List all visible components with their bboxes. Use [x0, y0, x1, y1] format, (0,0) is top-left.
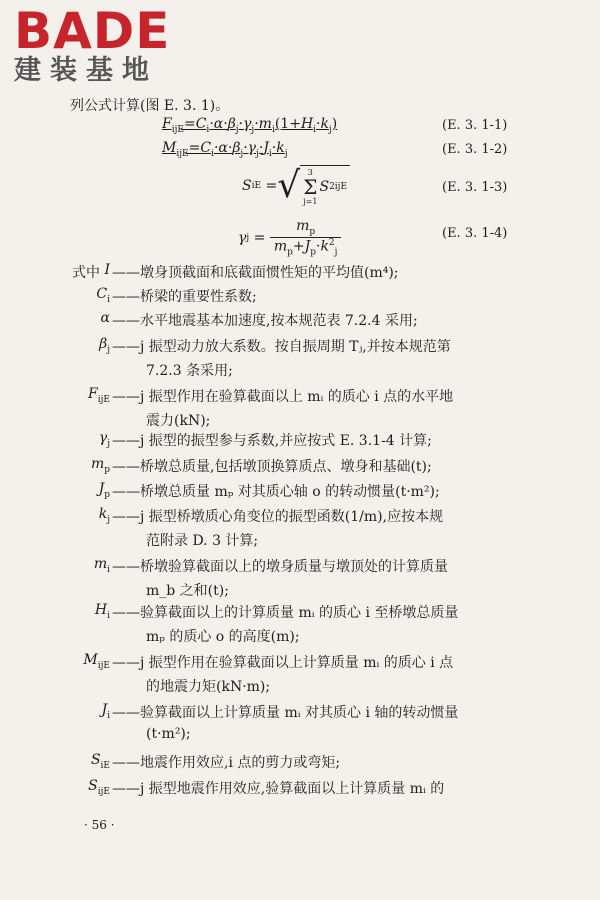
definition-text: ——j 振型桥墩质心角变位的振型函数(1/m),应按本规 — [112, 509, 444, 525]
definition-text: 7.2.3 条采用; — [146, 363, 233, 379]
equation-1-label: (E. 3. 1-1) — [442, 118, 508, 133]
equation-2-label: (E. 3. 1-2) — [442, 142, 508, 157]
definition-text: ——j 振型动力放大系数。按自振周期 Tⱼ,并按本规范第 — [112, 339, 451, 355]
definition-symbol: α — [100, 310, 110, 326]
definition-text: ——j 振型的振型参与系数,并应按式 E. 3.1-4 计算; — [112, 433, 432, 449]
definition-symbol: $S_{iE}$ — [90, 752, 110, 771]
definition-symbol: $S_{ijE}$ — [88, 778, 110, 797]
logo — [14, 2, 174, 86]
equation-3-label: (E. 3. 1-3) — [442, 180, 508, 195]
equation-4: γ j = $\frac{m_p}{m_p+J_p\cdot k^2_j}$ — [238, 218, 341, 257]
equation-1: $F_{ijE}=C_i\cdot\alpha\cdot\beta_j\cdot\gamma_j\cdot m_i(1+H_i\cdot k_j)$ — [162, 116, 338, 135]
definition-symbol: I — [104, 262, 110, 278]
definition-text: ——j 振型地震作用效应,验算截面以上计算质量 mᵢ 的 — [112, 781, 445, 797]
equation-2: $M_{ijE}=C_i\cdot\alpha\cdot\beta_j\cdot\gamma_j\cdot J_i\cdot k_j$ — [162, 140, 288, 159]
definition-text: ——j 振型作用在验算截面以上计算质量 mᵢ 的质心 i 点 — [112, 655, 454, 671]
definition-text: ——j 振型作用在验算截面以上 mᵢ 的质心 i 点的水平地 — [112, 389, 454, 405]
definition-text: mₚ 的质心 o 的高度(m); — [146, 629, 300, 645]
logo-brand: BADE — [14, 2, 171, 60]
definition-text: ——桥墩总质量,包括墩顶换算质点、墩身和基础(t); — [112, 459, 432, 475]
definition-text: ——验算截面以上的计算质量 mᵢ 的质心 i 至桥墩总质量 — [112, 605, 459, 621]
definition-text: ——验算截面以上计算质量 mᵢ 对其质心 i 轴的转动惯量 — [112, 705, 459, 721]
definition-text: ——墩身顶截面和底截面惯性矩的平均值(m⁴); — [112, 265, 399, 281]
definition-text: (t·m²); — [146, 726, 191, 742]
definition-symbol: $m_p$ — [90, 456, 110, 475]
definition-symbol: $J_p$ — [98, 481, 110, 500]
definition-text: 的地震力矩(kN·m); — [146, 679, 271, 695]
definition-text: 震力(kN); — [146, 413, 211, 429]
definition-symbol: $H_i$ — [94, 602, 110, 621]
definition-symbol: $M_{ijE}$ — [83, 652, 110, 671]
definition-symbol: $k_j$ — [98, 506, 110, 525]
where-label: 式中 — [72, 265, 100, 281]
definition-symbol: $\beta_j$ — [99, 336, 110, 355]
definition-text: ——地震作用效应,i 点的剪力或弯矩; — [112, 755, 341, 771]
logo-subtitle: 建装基地 — [14, 55, 158, 86]
intro-text: 列公式计算(图 E. 3. 1)。 — [70, 98, 230, 114]
definition-symbol: $J_i$ — [101, 702, 110, 721]
definition-text: ——水平地震基本加速度,按本规范表 7.2.4 采用; — [112, 313, 418, 329]
definition-symbol: $C_i$ — [96, 286, 110, 305]
definition-symbol: $F_{ijE}$ — [88, 386, 110, 405]
page-number: · 56 · — [84, 818, 115, 832]
equation-3: S iE = √ 3 Σ j=1 S 2 ijE — [242, 165, 350, 206]
equation-4-label: (E. 3. 1-4) — [442, 226, 508, 241]
definition-text: ——桥墩总质量 mₚ 对其质心轴 o 的转动惯量(t·m²); — [112, 484, 440, 500]
definition-text: ——桥梁的重要性系数; — [112, 289, 257, 305]
definition-text: 范附录 D. 3 计算; — [146, 533, 259, 549]
definition-text: ——桥墩验算截面以上的墩身质量与墩顶处的计算质量 — [112, 559, 448, 575]
definition-symbol: $\gamma_j$ — [98, 430, 110, 449]
definition-text: m_b 之和(t); — [146, 583, 229, 599]
definition-symbol: $m_i$ — [93, 556, 110, 575]
